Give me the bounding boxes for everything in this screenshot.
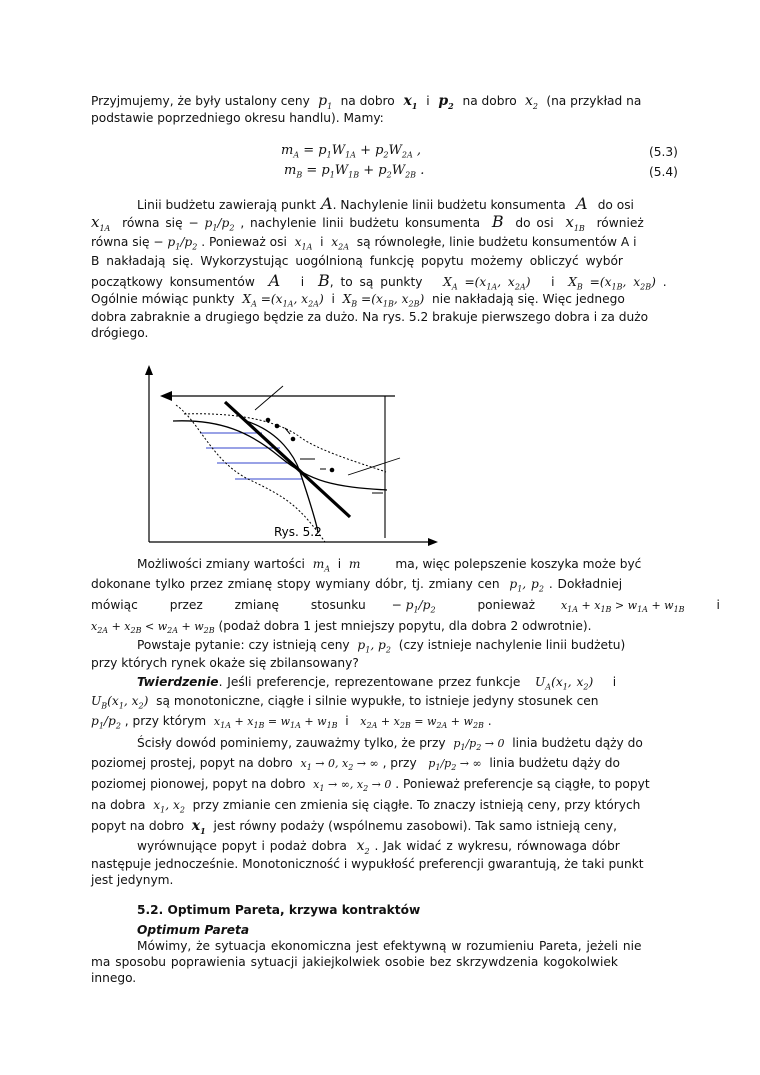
subsection-heading: Optimum Pareta bbox=[137, 923, 250, 937]
text-line: innego. bbox=[91, 971, 137, 985]
text-line: jest jedynym. bbox=[91, 873, 174, 887]
text-line: $p_1/p_2$ , przy którym $x_{1A} + x_{1B} = w_{1A} + w_{1B}$ i $x_{2A} + x_{2B} = w_{2A} + w_{2B}$ . bbox=[91, 714, 492, 731]
point bbox=[266, 418, 271, 423]
text-line: wyrównujące popyt i podaż dobra $x_2$ . Jak widać z wykresu, równowaga dóbr bbox=[137, 838, 620, 856]
text-line: początkowy konsumentów A i B, to są punkty $X_A =(x_{1A}$, $x_{2A}$) i $X_B =(x_{1B}$, $x_{2B}$) . bbox=[91, 271, 667, 292]
equation-number: (5.3) bbox=[649, 145, 678, 159]
point bbox=[330, 468, 335, 473]
text-line: podstawie poprzedniego okresu handlu). Mamy: bbox=[91, 111, 384, 125]
text-line: równa się − $p_1/p_2$ . Ponieważ osi $x_{1A}$ i $x_{2A}$ są równoległe, linie budżetu konsumentów A i bbox=[91, 235, 637, 252]
text-line: ma sposobu poprawienia sytuacji jakiejkolwiek osobie bez skrzywdzenia kogokolwiek bbox=[91, 955, 618, 969]
text-line: B nakładają się. Wykorzystując uogólnioną funkcję popytu możemy obliczyć wybór bbox=[91, 254, 623, 268]
figure-edgeworth-box bbox=[140, 362, 440, 552]
y-axis-arrow bbox=[145, 365, 153, 375]
pointer-line bbox=[255, 386, 283, 410]
text-line: dokonane tylko przez zmianę stopy wymiany dóbr, tj. zmiany cen $p_1$, $p_2$ . Dokładniej bbox=[91, 577, 623, 594]
text-line: Linii budżetu zawierają punkt A. Nachylenie linii budżetu konsumenta A do osi bbox=[137, 194, 634, 213]
text-line: Ogólnie mówiąc punkty $X_A =(x_{1A}$, $x_{2A}$) i $X_B =(x_{1B}$, $x_{2B}$) nie nakładają się. Więc jednego bbox=[91, 292, 625, 309]
text-line: poziomej prostej, popyt na dobro $x_1 \to 0$, $x_2$ → ∞ , przy $p_1/p_2$ → ∞ linia budżetu dąży do bbox=[91, 756, 620, 773]
equation-5-4: $m_B = p_1W_{1B} + p_2W_{2B}$ . bbox=[284, 163, 425, 180]
text-line: $x_{1A}$ równa się − $p_1/p_2$ , nachylenie linii budżetu konsumenta B do osi $x_{1B}$ również bbox=[91, 212, 644, 233]
b-top-axis-arrow bbox=[160, 391, 172, 401]
equation-5-3: $m_A = p_1W_{1A} + p_2W_{2A}$ , bbox=[281, 143, 422, 160]
theorem-label: Twierdzenie bbox=[137, 675, 219, 689]
text-line: następuje jednocześnie. Monotoniczność i wypukłość preferencji gwarantują, że taki punkt bbox=[91, 857, 644, 871]
section-heading: 5.2. Optimum Pareta, krzywa kontraktów bbox=[137, 903, 421, 917]
equation-number: (5.4) bbox=[649, 165, 678, 179]
text-line: Mówimy, że sytuacja ekonomiczna jest efektywną w rozumieniu Pareta, jeżeli nie bbox=[137, 939, 642, 953]
point bbox=[291, 437, 296, 442]
text-line: Przyjmujemy, że były ustalony ceny $p_1$ na dobro $x_1$ i $p_2$ na dobro $x_2$ (na przykład na bbox=[91, 93, 642, 111]
text-line: popyt na dobro $x_1$ jest równy podaży (wspólnemu zasobowi). Tak samo istnieją ceny, bbox=[91, 818, 617, 836]
point bbox=[275, 424, 280, 429]
text-line: na dobra $x_1$, $x_2$ przy zmianie cen zmienia się ciągłe. To znaczy istnieją ceny, przy których bbox=[91, 798, 641, 815]
text-line: poziomej pionowej, popyt na dobro $x_1$ → ∞, $x_2 \to 0$ . Ponieważ preferencje są ciągłe, to popyt bbox=[91, 777, 650, 794]
x-axis-arrow bbox=[428, 538, 438, 546]
blue-lines bbox=[200, 433, 302, 479]
figure-caption: Rys. 5.2 bbox=[274, 525, 322, 539]
text-line: dobra zabraknie a drugiego będzie za dużo. Na rys. 5.2 brakuje pierwszego dobra i za dużo bbox=[91, 310, 649, 324]
text-line: Możliwości zmiany wartości $m_A$ i m ma, więc polepszenie koszyka może być bbox=[137, 557, 642, 574]
text-line: mówiąc przez zmianę stosunku − $p_1/p_2$ ponieważ $x_{1A} + x_{1B} > w_{1A} + w_{1B}$ i bbox=[91, 598, 720, 615]
text-line: Ścisły dowód pominiemy, zauważmy tylko, że przy $p_1/p_2 \to 0$ linia budżetu dąży do bbox=[137, 736, 643, 753]
pointer-line bbox=[348, 458, 400, 475]
text-line: Twierdzenie. Jeśli preferencje, reprezentowane przez funkcje $U_A(x_1$, $x_2$) i bbox=[137, 675, 617, 692]
budget-line bbox=[225, 402, 350, 517]
text-line: drógiego. bbox=[91, 326, 149, 340]
text-line: $x_{2A} + x_{2B} < w_{2A} + w_{2B}$ (podaż dobra 1 jest mniejszy popytu, dla dobra 2 odwrotnie). bbox=[91, 619, 592, 636]
indifference-curve-a bbox=[173, 421, 387, 490]
text-line: $U_B(x_1$, $x_2$) są monotoniczne, ciągłe i silnie wypukłe, to istnieje jedyny stosunek cen bbox=[91, 694, 599, 711]
text-line: Powstaje pytanie: czy istnieją ceny $p_1$, $p_2$ (czy istnieje nachylenie linii budżetu) bbox=[137, 638, 626, 655]
text-line: przy których rynek okaże się zbilansowany? bbox=[91, 656, 359, 670]
